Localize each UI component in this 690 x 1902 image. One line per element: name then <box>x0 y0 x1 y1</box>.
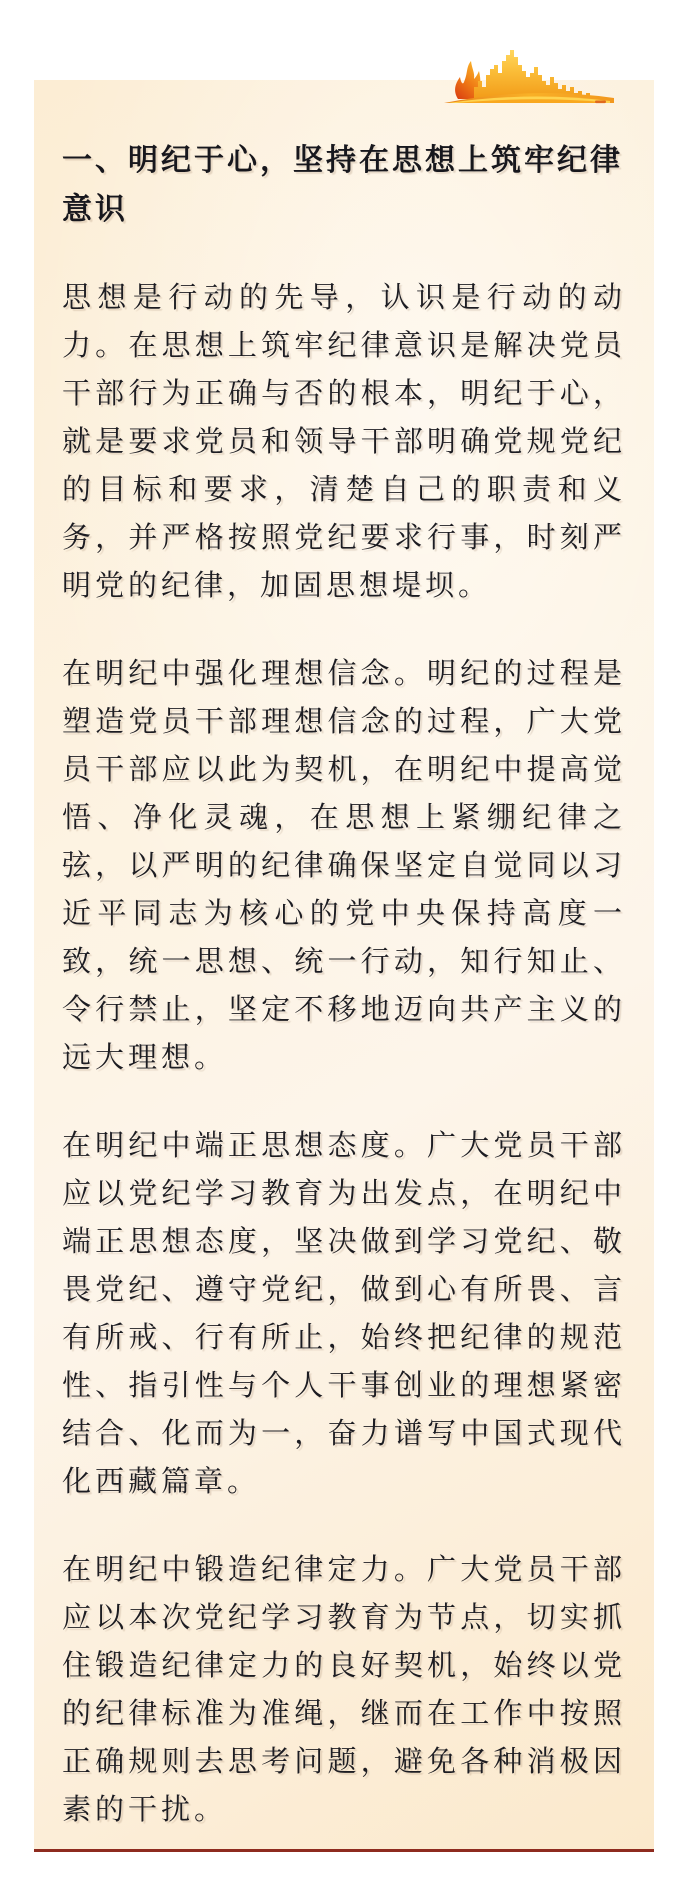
article-paragraph-1: 思想是行动的先导，认识是行动的动力。在思想上筑牢纪律意识是解决党员干部行为正确与否的根本，明纪于心，就是要求党员和领导干部明确党规党纪的目标和要求，清楚自己的职责和义务，并严格按照党纪要求行事，时刻严明党的纪律，加固思想堤坝。 <box>62 282 626 602</box>
city-skyline-flame-icon <box>444 46 616 106</box>
article-paragraph-2: 在明纪中强化理想信念。明纪的过程是塑造党员干部理想信念的过程，广大党员干部应以此为契机，在明纪中提高觉悟、净化灵魂，在思想上紧绷纪律之弦，以严明的纪律确保坚定自觉同以习近平同志为核心的党中央保持高度一致，统一思想、统一行动，知行知止、令行禁止，坚定不移地迈向共产主义的远大理想。 <box>62 658 626 1074</box>
article-content-card <box>34 80 654 1852</box>
article-paragraph-4: 在明纪中锻造纪律定力。广大党员干部应以本次党纪学习教育为节点，切实抓住锻造纪律定力的良好契机，始终以党的纪律标准为准绳，继而在工作中按照正确规则去思考问题，避免各种消极因素的干扰。 <box>62 1554 626 1826</box>
article-paragraph-3: 在明纪中端正思想态度。广大党员干部应以党纪学习教育为出发点，在明纪中端正思想态度，坚决做到学习党纪、敬畏党纪、遵守党纪，做到心有所畏、言有所戒、行有所止，始终把纪律的规范性、指引性与个人干事创业的理想紧密结合、化而为一，奋力谱写中国式现代化西藏篇章。 <box>62 1130 626 1498</box>
section-heading: 一、明纪于心，坚持在思想上筑牢纪律意识 <box>62 144 623 226</box>
